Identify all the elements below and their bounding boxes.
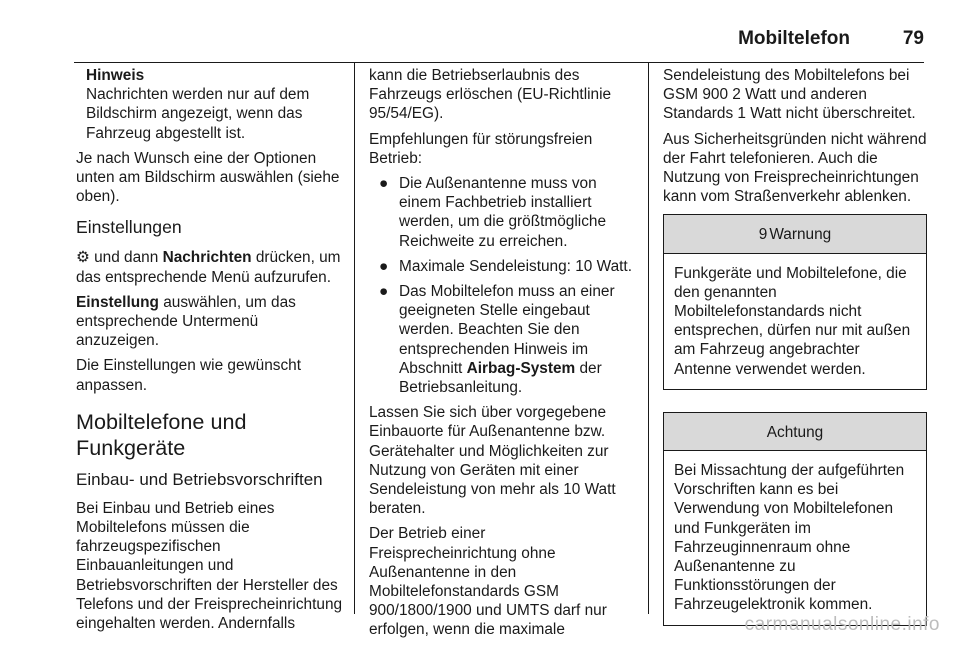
paragraph: Sendeleistung des Mobiltelefons bei GSM 900 2 Watt und anderen Standards 1 Watt nicht überschreitet. (663, 67, 916, 123)
warning-triangle-icon: 9 (758, 226, 768, 244)
column-2 (369, 66, 633, 646)
note-title: Hinweis (86, 67, 145, 84)
page-number: 79 (902, 28, 924, 49)
column-1 (76, 66, 344, 639)
page-title: Mobiltelefon (738, 28, 850, 49)
warning-title: Warnung (769, 226, 832, 244)
bold-term: Airbag-System (466, 359, 576, 377)
subsection-heading: Einbau- und Betriebsvorschriften (76, 469, 323, 489)
header-rule (74, 62, 924, 63)
paragraph: kann die Betriebserlaubnis des Fahrzeugs erlöschen (EU-Richtlinie 95/54/EG). (369, 67, 612, 123)
caution-header: Achtung (664, 413, 926, 451)
paragraph: Empfehlungen für störungsfreien Betrieb: (369, 130, 593, 167)
paragraph: Aus Sicherheitsgründen nicht während der Fahrt telefonieren. Auch die Nutzung von Freisprecheinrichtungen kann vom Straßenverkehr ablenken. (663, 130, 927, 206)
list-item: ● Maximale Sendeleistung: 10 Watt. (379, 257, 632, 275)
bullet-list (369, 174, 633, 397)
bullet-icon: ● (379, 257, 389, 275)
paragraph: Der Betrieb einer Freisprecheinrichtung ohne Außenantenne in den Mobiltelefonstandards GSM 900/1800/1900 und UMTS darf nur erfolgen, wenn die maximale (369, 525, 607, 639)
warning-header (664, 215, 926, 253)
warning-box (663, 214, 927, 389)
column-divider-1 (354, 62, 355, 614)
note-body: Nachrichten werden nur auf dem Bildschirm angezeigt, wenn das Fahrzeug abgestellt ist. (86, 86, 310, 142)
caution-box (663, 412, 927, 626)
bullet-icon: ● (379, 283, 389, 301)
paragraph: Einstellung auswählen, um das entsprechende Untermenü anzuzeigen. (76, 293, 296, 350)
bold-term: Nachrichten (162, 249, 252, 267)
paragraph: ⚙ und dann Nachrichten drücken, um das entsprechende Menü aufzurufen. (76, 249, 341, 286)
paragraph: Lassen Sie sich über vorgegebene Einbauorte für Außenantenne bzw. Gerätehalter und Möglichkeiten zur Nutzung von Geräten mit einer Sendeleistung von mehr als 10 Watt beraten. (369, 404, 616, 518)
caution-body: Bei Missachtung der aufgeführten Vorschriften kann es bei Verwendung von Mobiltelefonen und Funkgeräten im Fahrzeuginnenraum ohne Außenantenne zu Funktionsstörungen der Fahrzeugelektronik kommen. (674, 462, 905, 614)
page-header (0, 18, 960, 58)
list-item: ● Das Mobiltelefon muss an einer geeigneten Stelle eingebaut werden. Beachten Sie den entsprechenden Hinweis im Abschnitt Airbag-System der Betriebsanleitung. (379, 283, 615, 397)
column-divider-2 (648, 62, 649, 614)
settings-icon: ⚙ (76, 249, 90, 267)
watermark: carmanualsonline.info (744, 614, 940, 635)
warning-body: Funkgeräte und Mobiltelefone, die den genannten Mobiltelefonstandards nicht entsprechen, dürfen nur mit außen am Fahrzeug angebrachter Antenne verwendet werden. (674, 264, 911, 378)
paragraph: Bei Einbau und Betrieb eines Mobiltelefons müssen die fahrzeugspezifischen Einbauanleitungen und Betriebsvorschriften der Hersteller des Telefons und der Freisprecheinrichtung eingehalten werden. Andernfalls (76, 499, 343, 633)
chapter-heading: Mobiltelefone und Funkgeräte (76, 408, 247, 460)
paragraph: Die Einstellungen wie gewünscht anpassen. (76, 357, 302, 394)
note-box (76, 66, 344, 143)
bold-term: Einstellung (76, 293, 159, 311)
list-item: ● Die Außenantenne muss von einem Fachbetrieb installiert werden, um die größtmögliche Reichweite zu erreichen. (379, 175, 607, 250)
section-heading-einstellungen: Einstellungen (76, 217, 182, 238)
column-3 (663, 66, 927, 648)
paragraph: Je nach Wunsch eine der Optionen unten am Bildschirm auswählen (siehe oben). (76, 149, 340, 206)
bullet-icon: ● (379, 175, 389, 193)
